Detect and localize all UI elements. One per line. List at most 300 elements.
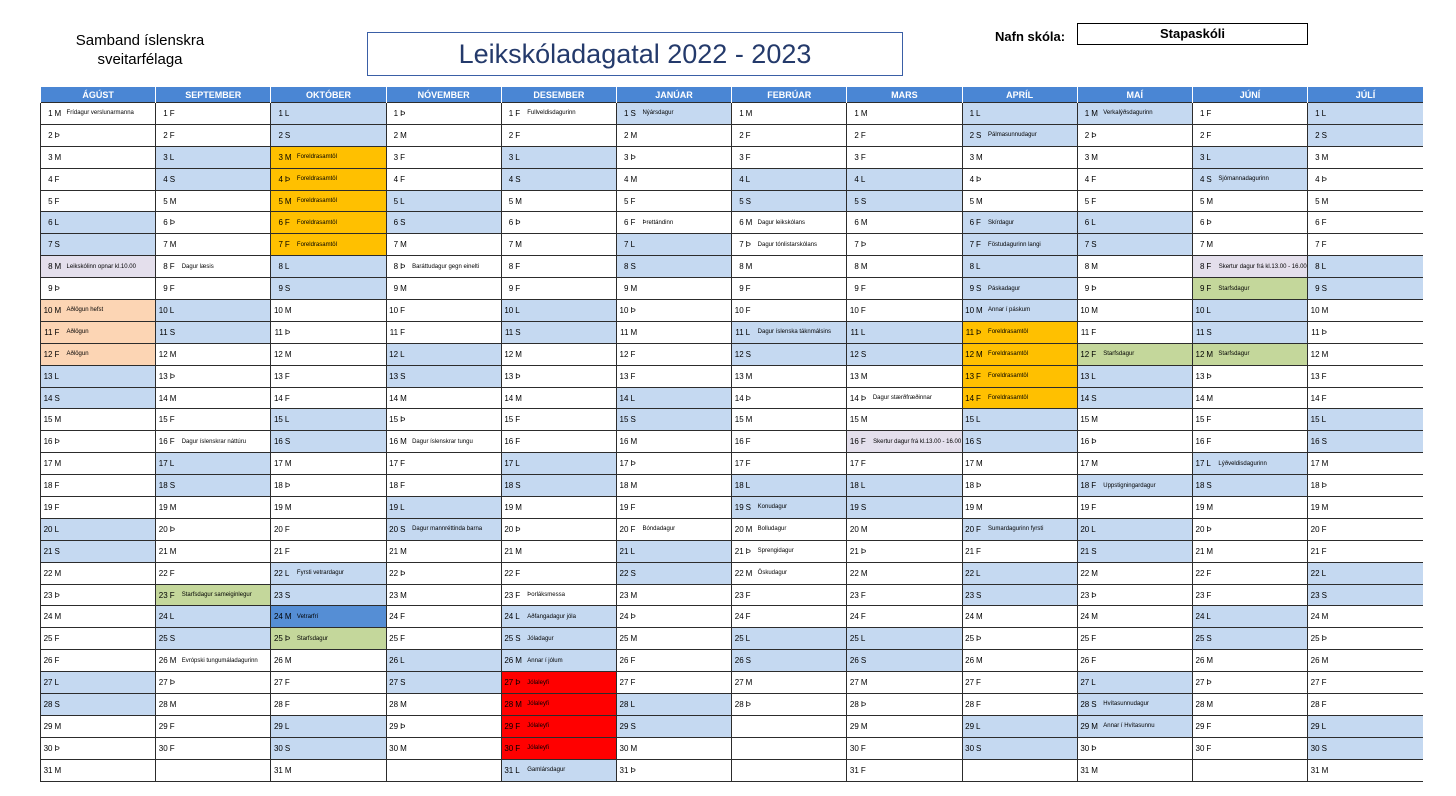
day-note[interactable] bbox=[640, 278, 731, 300]
day-note[interactable]: Dagur leikskólans bbox=[756, 212, 847, 234]
day-note[interactable] bbox=[756, 672, 847, 694]
day-note[interactable] bbox=[756, 759, 847, 781]
day-note[interactable] bbox=[1216, 146, 1307, 168]
day-note[interactable]: Páskadagur bbox=[986, 278, 1077, 300]
day-note[interactable] bbox=[640, 475, 731, 497]
day-note[interactable] bbox=[180, 212, 271, 234]
day-note[interactable] bbox=[295, 672, 386, 694]
day-note[interactable] bbox=[640, 146, 731, 168]
day-note[interactable] bbox=[525, 212, 616, 234]
day-note[interactable] bbox=[1101, 431, 1192, 453]
day-note[interactable] bbox=[640, 584, 731, 606]
day-note[interactable]: Lýðveldisdagurinn bbox=[1216, 453, 1307, 475]
day-note[interactable] bbox=[1101, 628, 1192, 650]
day-note[interactable] bbox=[871, 409, 962, 431]
day-note[interactable]: Uppstigningardagur bbox=[1101, 475, 1192, 497]
day-note[interactable] bbox=[410, 190, 501, 212]
day-note[interactable] bbox=[1216, 497, 1307, 519]
day-note[interactable] bbox=[65, 431, 156, 453]
day-note[interactable]: Aðlögun bbox=[65, 321, 156, 343]
day-note[interactable]: Foreldrasamtöl bbox=[295, 168, 386, 190]
day-note[interactable] bbox=[1332, 715, 1423, 737]
day-note[interactable] bbox=[1101, 124, 1192, 146]
day-note[interactable] bbox=[871, 518, 962, 540]
day-note[interactable] bbox=[1332, 103, 1423, 125]
day-note[interactable] bbox=[756, 606, 847, 628]
day-note[interactable] bbox=[180, 124, 271, 146]
day-note[interactable] bbox=[1101, 387, 1192, 409]
day-note[interactable] bbox=[295, 497, 386, 519]
day-note[interactable] bbox=[986, 628, 1077, 650]
day-note[interactable] bbox=[525, 540, 616, 562]
day-note[interactable] bbox=[180, 694, 271, 716]
day-note[interactable] bbox=[65, 562, 156, 584]
day-note[interactable] bbox=[525, 431, 616, 453]
day-note[interactable] bbox=[871, 124, 962, 146]
day-note[interactable] bbox=[871, 475, 962, 497]
day-note[interactable]: Dagur stærðfræðinnar bbox=[871, 387, 962, 409]
day-note[interactable] bbox=[1332, 343, 1423, 365]
day-note[interactable] bbox=[1216, 650, 1307, 672]
day-note[interactable] bbox=[1332, 694, 1423, 716]
school-name-field[interactable]: Stapaskóli bbox=[1077, 23, 1308, 45]
day-note[interactable] bbox=[295, 694, 386, 716]
day-note[interactable] bbox=[1332, 387, 1423, 409]
day-note[interactable] bbox=[410, 278, 501, 300]
day-note[interactable] bbox=[1332, 300, 1423, 322]
day-note[interactable] bbox=[410, 759, 501, 781]
day-note[interactable] bbox=[1101, 300, 1192, 322]
day-note[interactable] bbox=[180, 146, 271, 168]
day-note[interactable] bbox=[295, 256, 386, 278]
day-note[interactable]: Dagur íslenskrar náttúru bbox=[180, 431, 271, 453]
day-note[interactable] bbox=[756, 343, 847, 365]
day-note[interactable] bbox=[871, 146, 962, 168]
day-note[interactable]: Foreldrasamtöl bbox=[986, 387, 1077, 409]
day-note[interactable] bbox=[295, 365, 386, 387]
day-note[interactable] bbox=[410, 124, 501, 146]
day-note[interactable] bbox=[525, 343, 616, 365]
day-note[interactable] bbox=[986, 103, 1077, 125]
day-note[interactable]: Vetrarfrí bbox=[295, 606, 386, 628]
day-note[interactable] bbox=[986, 562, 1077, 584]
day-note[interactable] bbox=[410, 146, 501, 168]
day-note[interactable]: Foreldrasamtöl bbox=[295, 146, 386, 168]
day-note[interactable] bbox=[1332, 278, 1423, 300]
day-note[interactable]: Aðlögun bbox=[65, 343, 156, 365]
day-note[interactable] bbox=[525, 300, 616, 322]
day-note[interactable] bbox=[410, 453, 501, 475]
day-note[interactable] bbox=[180, 190, 271, 212]
day-note[interactable] bbox=[525, 497, 616, 519]
day-note[interactable] bbox=[1216, 715, 1307, 737]
day-note[interactable] bbox=[65, 628, 156, 650]
day-note[interactable] bbox=[65, 497, 156, 519]
day-note[interactable] bbox=[1216, 387, 1307, 409]
day-note[interactable] bbox=[65, 146, 156, 168]
day-note[interactable] bbox=[1332, 650, 1423, 672]
day-note[interactable] bbox=[410, 343, 501, 365]
day-note[interactable] bbox=[640, 540, 731, 562]
day-note[interactable] bbox=[871, 365, 962, 387]
day-note[interactable]: Konudagur bbox=[756, 497, 847, 519]
day-note[interactable] bbox=[180, 365, 271, 387]
day-note[interactable]: Frídagur verslunarmanna bbox=[65, 103, 156, 125]
day-note[interactable] bbox=[65, 168, 156, 190]
day-note[interactable] bbox=[871, 278, 962, 300]
day-note[interactable] bbox=[525, 562, 616, 584]
day-note[interactable] bbox=[756, 453, 847, 475]
day-note[interactable]: Starfsdagur bbox=[1216, 343, 1307, 365]
day-note[interactable] bbox=[410, 715, 501, 737]
day-note[interactable] bbox=[1216, 759, 1307, 781]
day-note[interactable] bbox=[65, 694, 156, 716]
day-note[interactable] bbox=[986, 759, 1077, 781]
day-note[interactable] bbox=[871, 300, 962, 322]
day-note[interactable] bbox=[65, 540, 156, 562]
day-note[interactable] bbox=[1101, 278, 1192, 300]
day-note[interactable] bbox=[1101, 737, 1192, 759]
day-note[interactable] bbox=[525, 278, 616, 300]
day-note[interactable] bbox=[295, 518, 386, 540]
day-note[interactable] bbox=[1332, 190, 1423, 212]
day-note[interactable] bbox=[180, 168, 271, 190]
day-note[interactable] bbox=[871, 453, 962, 475]
day-note[interactable] bbox=[871, 168, 962, 190]
day-note[interactable]: Aðfangadagur jóla bbox=[525, 606, 616, 628]
day-note[interactable]: Leikskólinn opnar kl.10.00 bbox=[65, 256, 156, 278]
day-note[interactable]: Annar í Hvítasunnu bbox=[1101, 715, 1192, 737]
day-note[interactable]: Jólaleyfi bbox=[525, 672, 616, 694]
day-note[interactable]: Aðlögun hefst bbox=[65, 300, 156, 322]
day-note[interactable] bbox=[410, 103, 501, 125]
day-note[interactable] bbox=[410, 234, 501, 256]
day-note[interactable]: Hvítasunnudagur bbox=[1101, 694, 1192, 716]
day-note[interactable] bbox=[1101, 672, 1192, 694]
day-note[interactable] bbox=[295, 343, 386, 365]
day-note[interactable] bbox=[65, 387, 156, 409]
day-note[interactable] bbox=[1332, 453, 1423, 475]
day-note[interactable] bbox=[1332, 584, 1423, 606]
day-note[interactable] bbox=[65, 584, 156, 606]
day-note[interactable] bbox=[295, 453, 386, 475]
day-note[interactable] bbox=[1216, 124, 1307, 146]
day-note[interactable]: Starfsdagur bbox=[1216, 278, 1307, 300]
day-note[interactable]: Jólaleyfi bbox=[525, 715, 616, 737]
day-note[interactable]: Jóladagur bbox=[525, 628, 616, 650]
day-note[interactable]: Skírdagur bbox=[986, 212, 1077, 234]
day-note[interactable]: Fullveldisdagurinn bbox=[525, 103, 616, 125]
day-note[interactable] bbox=[1101, 146, 1192, 168]
day-note[interactable] bbox=[1101, 234, 1192, 256]
day-note[interactable] bbox=[871, 343, 962, 365]
day-note[interactable] bbox=[756, 168, 847, 190]
day-note[interactable] bbox=[756, 737, 847, 759]
day-note[interactable] bbox=[1332, 540, 1423, 562]
day-note[interactable]: Öskudagur bbox=[756, 562, 847, 584]
day-note[interactable] bbox=[1216, 431, 1307, 453]
day-note[interactable]: Starfsdagur bbox=[1101, 343, 1192, 365]
day-note[interactable] bbox=[640, 759, 731, 781]
day-note[interactable] bbox=[986, 190, 1077, 212]
day-note[interactable] bbox=[640, 234, 731, 256]
day-note[interactable] bbox=[65, 278, 156, 300]
day-note[interactable] bbox=[871, 584, 962, 606]
day-note[interactable] bbox=[986, 650, 1077, 672]
day-note[interactable] bbox=[640, 300, 731, 322]
day-note[interactable] bbox=[986, 431, 1077, 453]
day-note[interactable] bbox=[871, 759, 962, 781]
day-note[interactable]: Dagur læsis bbox=[180, 256, 271, 278]
day-note[interactable] bbox=[1216, 190, 1307, 212]
day-note[interactable] bbox=[1216, 562, 1307, 584]
day-note[interactable] bbox=[986, 672, 1077, 694]
day-note[interactable]: Dagur íslenska táknmálsins bbox=[756, 321, 847, 343]
day-note[interactable] bbox=[640, 737, 731, 759]
day-note[interactable] bbox=[1216, 606, 1307, 628]
day-note[interactable] bbox=[1332, 475, 1423, 497]
day-note[interactable] bbox=[756, 103, 847, 125]
day-note[interactable] bbox=[295, 584, 386, 606]
day-note[interactable] bbox=[65, 409, 156, 431]
day-note[interactable] bbox=[295, 409, 386, 431]
day-note[interactable] bbox=[1101, 190, 1192, 212]
day-note[interactable] bbox=[986, 584, 1077, 606]
day-note[interactable] bbox=[410, 540, 501, 562]
day-note[interactable] bbox=[1332, 168, 1423, 190]
day-note[interactable] bbox=[756, 256, 847, 278]
day-note[interactable]: Skertur dagur frá kl.13.00 - 16.00 bbox=[871, 431, 962, 453]
day-note[interactable]: Foreldrasamtöl bbox=[295, 190, 386, 212]
day-note[interactable] bbox=[410, 300, 501, 322]
day-note[interactable]: Dagur mannréttinda barna bbox=[410, 518, 501, 540]
day-note[interactable] bbox=[1332, 321, 1423, 343]
day-note[interactable] bbox=[180, 628, 271, 650]
day-note[interactable] bbox=[1101, 540, 1192, 562]
day-note[interactable] bbox=[1332, 146, 1423, 168]
day-note[interactable] bbox=[756, 584, 847, 606]
day-note[interactable] bbox=[986, 409, 1077, 431]
day-note[interactable] bbox=[756, 387, 847, 409]
day-note[interactable]: Baráttudagur gegn einelti bbox=[410, 256, 501, 278]
day-note[interactable] bbox=[986, 256, 1077, 278]
day-note[interactable] bbox=[525, 518, 616, 540]
day-note[interactable] bbox=[640, 365, 731, 387]
day-note[interactable] bbox=[410, 168, 501, 190]
day-note[interactable] bbox=[986, 540, 1077, 562]
day-note[interactable]: Fyrsti vetrardagur bbox=[295, 562, 386, 584]
day-note[interactable] bbox=[1101, 256, 1192, 278]
day-note[interactable] bbox=[525, 124, 616, 146]
day-note[interactable]: Foreldrasamtöl bbox=[986, 343, 1077, 365]
day-note[interactable]: Starfsdagur sameiginlegur bbox=[180, 584, 271, 606]
day-note[interactable] bbox=[986, 715, 1077, 737]
day-note[interactable] bbox=[180, 540, 271, 562]
day-note[interactable] bbox=[756, 650, 847, 672]
day-note[interactable] bbox=[180, 497, 271, 519]
day-note[interactable] bbox=[410, 650, 501, 672]
day-note[interactable] bbox=[525, 146, 616, 168]
day-note[interactable] bbox=[640, 650, 731, 672]
day-note[interactable] bbox=[1332, 628, 1423, 650]
day-note[interactable] bbox=[640, 453, 731, 475]
day-note[interactable] bbox=[1216, 321, 1307, 343]
day-note[interactable] bbox=[525, 475, 616, 497]
day-note[interactable] bbox=[410, 365, 501, 387]
day-note[interactable] bbox=[65, 737, 156, 759]
day-note[interactable] bbox=[410, 497, 501, 519]
day-note[interactable] bbox=[65, 715, 156, 737]
day-note[interactable] bbox=[756, 300, 847, 322]
day-note[interactable] bbox=[1101, 584, 1192, 606]
day-note[interactable]: Sprengidagur bbox=[756, 540, 847, 562]
day-note[interactable] bbox=[1101, 518, 1192, 540]
day-note[interactable] bbox=[1216, 584, 1307, 606]
day-note[interactable] bbox=[871, 737, 962, 759]
day-note[interactable] bbox=[295, 321, 386, 343]
day-note[interactable] bbox=[525, 453, 616, 475]
day-note[interactable] bbox=[1332, 234, 1423, 256]
day-note[interactable]: Gamlársdagur bbox=[525, 759, 616, 781]
day-note[interactable]: Bolludagur bbox=[756, 518, 847, 540]
day-note[interactable] bbox=[640, 628, 731, 650]
day-note[interactable] bbox=[640, 431, 731, 453]
day-note[interactable]: Annar í páskum bbox=[986, 300, 1077, 322]
day-note[interactable] bbox=[756, 475, 847, 497]
day-note[interactable] bbox=[410, 584, 501, 606]
day-note[interactable] bbox=[180, 278, 271, 300]
day-note[interactable] bbox=[756, 409, 847, 431]
day-note[interactable] bbox=[180, 409, 271, 431]
day-note[interactable] bbox=[1101, 497, 1192, 519]
day-note[interactable] bbox=[525, 365, 616, 387]
day-note[interactable] bbox=[295, 103, 386, 125]
day-note[interactable] bbox=[756, 124, 847, 146]
day-note[interactable] bbox=[525, 234, 616, 256]
day-note[interactable] bbox=[180, 518, 271, 540]
day-note[interactable] bbox=[871, 256, 962, 278]
day-note[interactable] bbox=[65, 124, 156, 146]
day-note[interactable] bbox=[1101, 606, 1192, 628]
day-note[interactable] bbox=[756, 146, 847, 168]
day-note[interactable] bbox=[1332, 409, 1423, 431]
day-note[interactable] bbox=[180, 103, 271, 125]
day-note[interactable] bbox=[180, 715, 271, 737]
day-note[interactable] bbox=[525, 409, 616, 431]
day-note[interactable] bbox=[1101, 321, 1192, 343]
day-note[interactable] bbox=[295, 650, 386, 672]
day-note[interactable] bbox=[1101, 453, 1192, 475]
day-note[interactable] bbox=[986, 694, 1077, 716]
day-note[interactable] bbox=[1216, 737, 1307, 759]
day-note[interactable] bbox=[640, 606, 731, 628]
day-note[interactable] bbox=[1216, 475, 1307, 497]
day-note[interactable]: Evrópski tungumáladagurinn bbox=[180, 650, 271, 672]
day-note[interactable] bbox=[640, 343, 731, 365]
day-note[interactable]: Jólaleyfi bbox=[525, 694, 616, 716]
day-note[interactable] bbox=[756, 278, 847, 300]
day-note[interactable]: Nýársdagur bbox=[640, 103, 731, 125]
day-note[interactable] bbox=[65, 365, 156, 387]
day-note[interactable] bbox=[295, 431, 386, 453]
day-note[interactable] bbox=[295, 475, 386, 497]
day-note[interactable]: Verkalýðsdagurinn bbox=[1101, 103, 1192, 125]
day-note[interactable] bbox=[1216, 518, 1307, 540]
day-note[interactable] bbox=[410, 737, 501, 759]
day-note[interactable] bbox=[1216, 628, 1307, 650]
day-note[interactable] bbox=[1101, 759, 1192, 781]
day-note[interactable] bbox=[640, 387, 731, 409]
day-note[interactable] bbox=[65, 190, 156, 212]
day-note[interactable] bbox=[871, 606, 962, 628]
day-note[interactable] bbox=[1216, 694, 1307, 716]
day-note[interactable] bbox=[871, 672, 962, 694]
day-note[interactable] bbox=[295, 737, 386, 759]
day-note[interactable]: Foreldrasamtöl bbox=[295, 234, 386, 256]
day-note[interactable] bbox=[986, 146, 1077, 168]
day-note[interactable] bbox=[410, 694, 501, 716]
day-note[interactable] bbox=[986, 168, 1077, 190]
day-note[interactable] bbox=[410, 628, 501, 650]
day-note[interactable] bbox=[756, 190, 847, 212]
day-note[interactable] bbox=[295, 300, 386, 322]
day-note[interactable] bbox=[871, 234, 962, 256]
day-note[interactable] bbox=[295, 124, 386, 146]
day-note[interactable] bbox=[1216, 300, 1307, 322]
day-note[interactable] bbox=[65, 672, 156, 694]
day-note[interactable] bbox=[525, 190, 616, 212]
day-note[interactable] bbox=[1101, 168, 1192, 190]
day-note[interactable] bbox=[1332, 759, 1423, 781]
day-note[interactable] bbox=[640, 562, 731, 584]
day-note[interactable] bbox=[65, 212, 156, 234]
day-note[interactable] bbox=[295, 540, 386, 562]
day-note[interactable] bbox=[180, 562, 271, 584]
day-note[interactable] bbox=[1332, 256, 1423, 278]
day-note[interactable] bbox=[1332, 737, 1423, 759]
day-note[interactable] bbox=[640, 124, 731, 146]
day-note[interactable] bbox=[871, 715, 962, 737]
day-note[interactable] bbox=[756, 628, 847, 650]
day-note[interactable] bbox=[410, 475, 501, 497]
day-note[interactable] bbox=[871, 497, 962, 519]
day-note[interactable] bbox=[986, 497, 1077, 519]
day-note[interactable] bbox=[1332, 212, 1423, 234]
day-note[interactable] bbox=[640, 409, 731, 431]
day-note[interactable] bbox=[871, 694, 962, 716]
day-note[interactable] bbox=[640, 672, 731, 694]
day-note[interactable] bbox=[525, 256, 616, 278]
day-note[interactable] bbox=[295, 278, 386, 300]
day-note[interactable] bbox=[65, 234, 156, 256]
day-note[interactable] bbox=[180, 606, 271, 628]
day-note[interactable] bbox=[871, 212, 962, 234]
day-note[interactable] bbox=[180, 737, 271, 759]
day-note[interactable] bbox=[1332, 672, 1423, 694]
day-note[interactable] bbox=[410, 672, 501, 694]
day-note[interactable] bbox=[180, 321, 271, 343]
day-note[interactable] bbox=[295, 715, 386, 737]
day-note[interactable] bbox=[871, 321, 962, 343]
day-note[interactable] bbox=[1332, 497, 1423, 519]
day-note[interactable] bbox=[871, 190, 962, 212]
day-note[interactable] bbox=[1216, 409, 1307, 431]
day-note[interactable] bbox=[986, 453, 1077, 475]
day-note[interactable] bbox=[410, 212, 501, 234]
day-note[interactable] bbox=[180, 453, 271, 475]
day-note[interactable] bbox=[410, 606, 501, 628]
day-note[interactable] bbox=[1216, 103, 1307, 125]
